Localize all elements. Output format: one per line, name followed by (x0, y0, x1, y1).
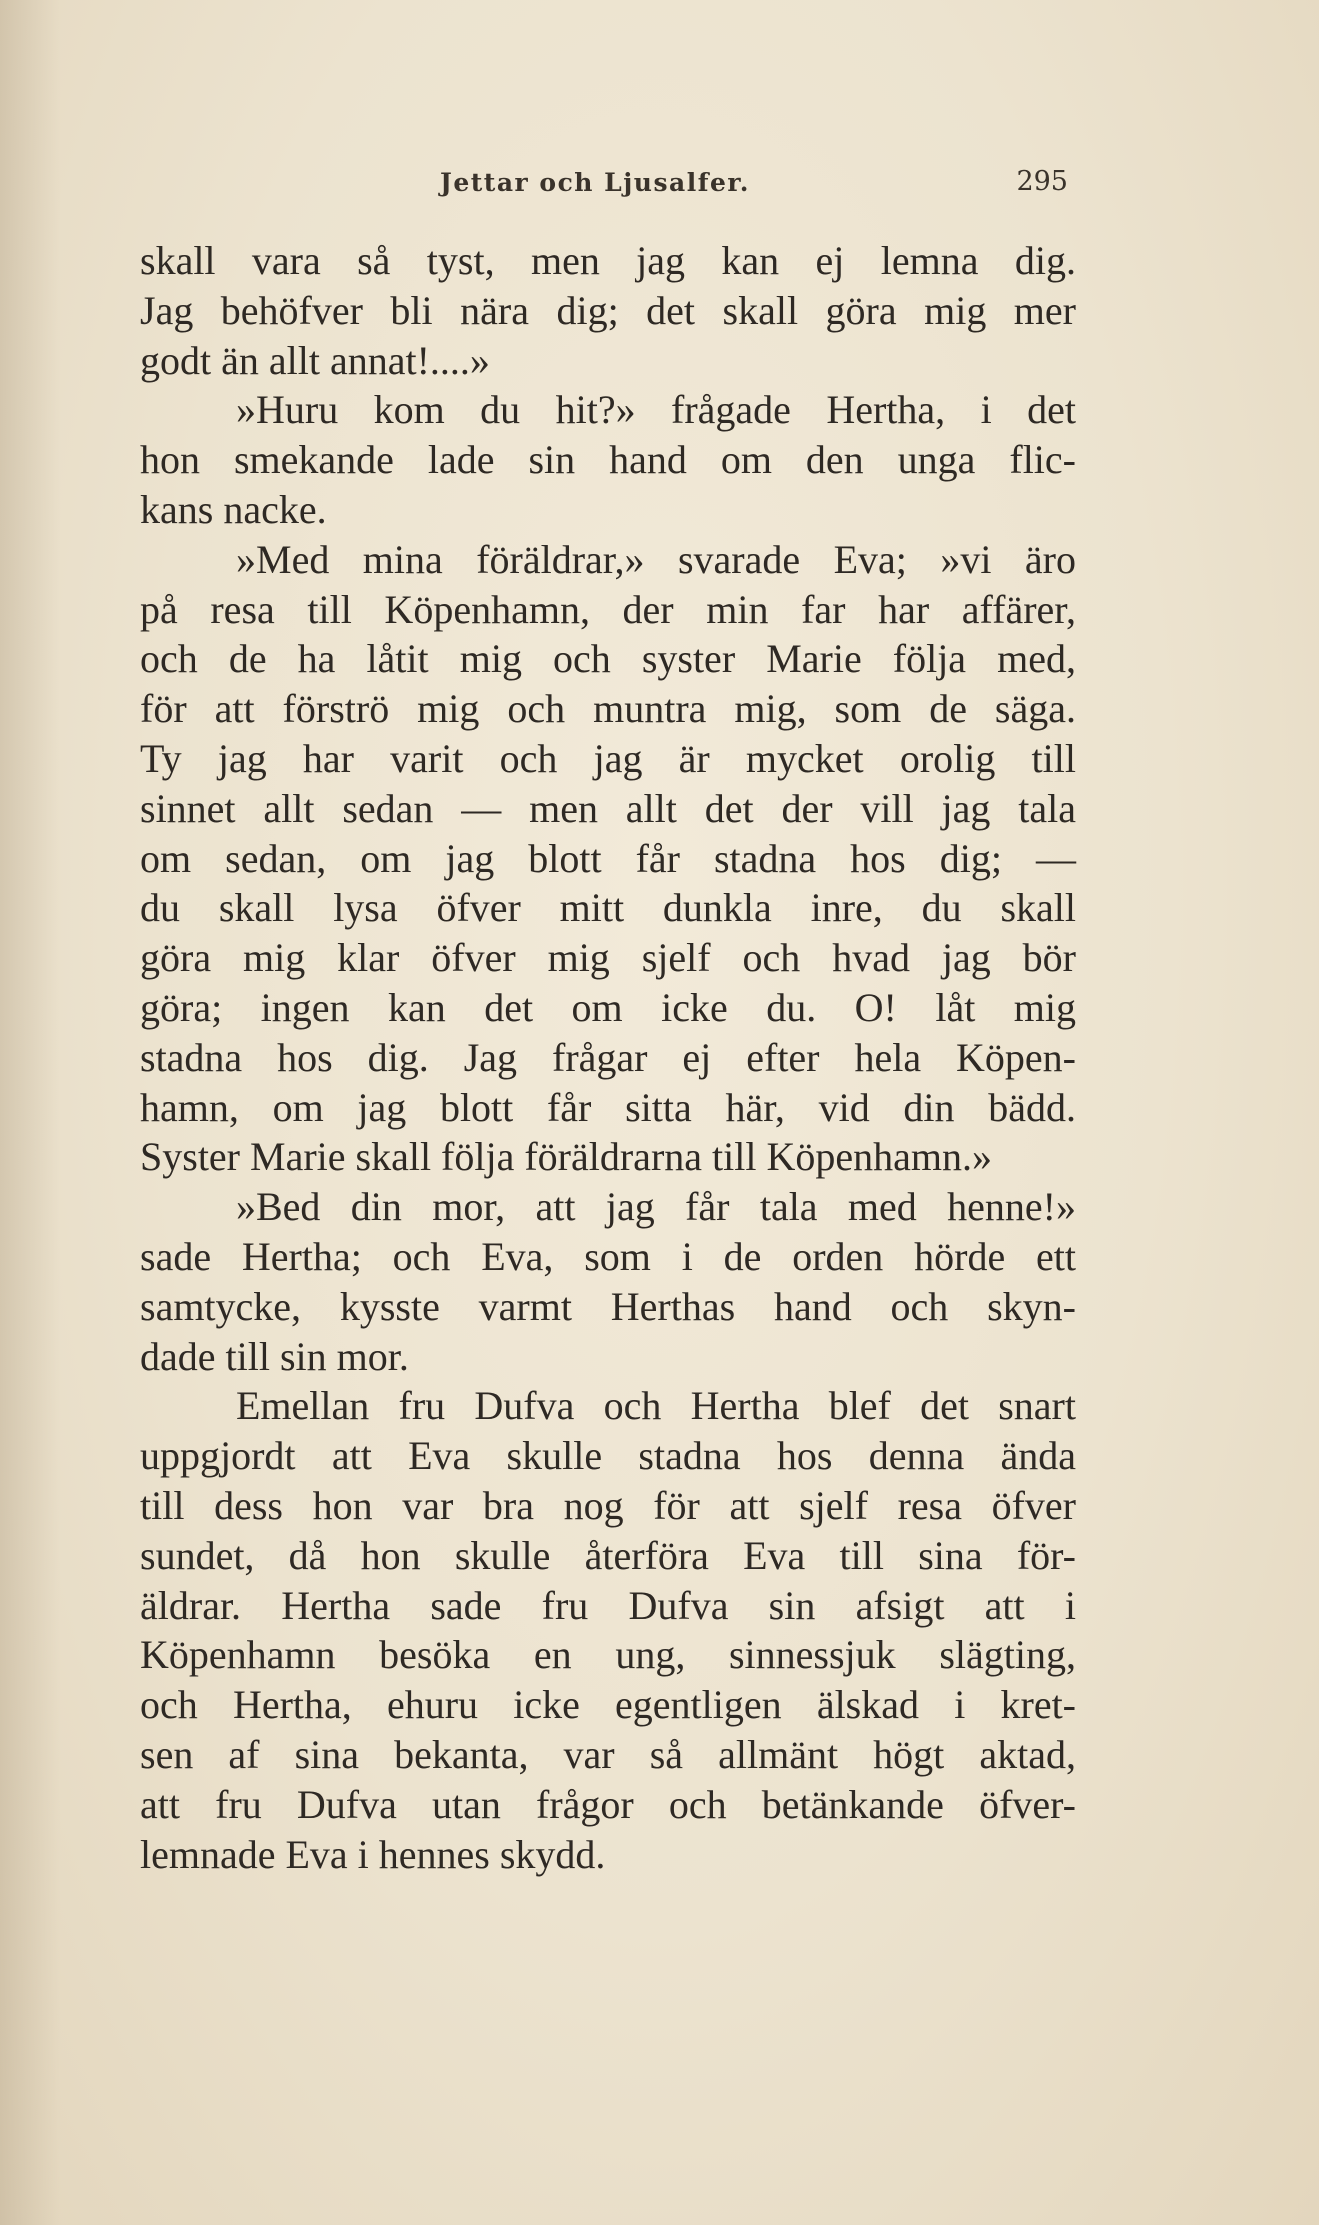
text-line: att fru Dufva utan frågor och betänkande öfver- (140, 1781, 1076, 1827)
text-line: samtycke, kysste varmt Herthas hand och skyn- (140, 1283, 1076, 1329)
text-line: sinnet allt sedan — men allt det der vill jag tala (140, 785, 1076, 831)
text-line: Ty jag har varit och jag är mycket orolig till (140, 735, 1076, 781)
text-line: göra; ingen kan det om icke du. O! låt mig (140, 984, 1076, 1030)
text-line: du skall lysa öfver mitt dunkla inre, du skall (140, 885, 1076, 931)
text-line: på resa till Köpenhamn, der min far har affärer, (140, 586, 1076, 632)
text-line: uppgjordt att Eva skulle stadna hos denna ända (140, 1433, 1076, 1479)
text-line: till dess hon var bra nog för att sjelf resa öfver (140, 1482, 1076, 1528)
text-line: lemnade Eva i hennes skydd. (140, 1831, 606, 1877)
text-line: och de ha låtit mig och syster Marie följa med, (140, 636, 1076, 682)
text-line: sundet, då hon skulle återföra Eva till sina för- (140, 1532, 1076, 1578)
text-line: för att förströ mig och muntra mig, som de säga. (140, 686, 1076, 732)
text-line: Syster Marie skall följa föräldrarna till Köpenhamn.» (140, 1134, 992, 1180)
text-line: sen af sina bekanta, var så allmänt högt aktad, (140, 1731, 1076, 1777)
body-text (140, 236, 1076, 1879)
text-line: »Med mina föräldrar,» svarade Eva; »vi äro (236, 536, 1076, 582)
running-head: Jettar och Ljusalfer. (440, 168, 750, 197)
text-line: »Huru kom du hit?» frågade Hertha, i det (236, 387, 1076, 433)
text-line: Emellan fru Dufva och Hertha blef det snart (236, 1383, 1076, 1429)
text-line: »Bed din mor, att jag får tala med henne!» (236, 1184, 1076, 1230)
page-gutter-shadow (0, 0, 60, 2225)
text-line: skall vara så tyst, men jag kan ej lemna dig. (140, 238, 1076, 283)
text-line: äldrar. Hertha sade fru Dufva sin afsigt att i (140, 1582, 1076, 1628)
text-line: godt än allt annat!....» (140, 337, 490, 383)
text-line: stadna hos dig. Jag frågar ej efter hela Köpen- (140, 1034, 1076, 1080)
page-header (140, 168, 1076, 208)
text-line: dade till sin mor. (140, 1333, 409, 1379)
text-line: hon smekande lade sin hand om den unga flic- (140, 437, 1076, 483)
text-line: Köpenhamn besöka en ung, sinnessjuk slägting, (140, 1632, 1076, 1678)
text-line: och Hertha, ehuru icke egentligen älskad i kret- (140, 1682, 1076, 1728)
text-line: Jag behöfver bli nära dig; det skall göra mig mer (140, 287, 1076, 333)
page-number: 295 (1016, 166, 1068, 197)
text-line: göra mig klar öfver mig sjelf och hvad jag bör (140, 935, 1076, 981)
text-line: hamn, om jag blott får sitta här, vid din bädd. (140, 1084, 1076, 1130)
text-line: sade Hertha; och Eva, som i de orden hörde ett (140, 1233, 1076, 1279)
text-line: om sedan, om jag blott får stadna hos dig; — (140, 835, 1076, 881)
text-line: kans nacke. (140, 486, 327, 532)
